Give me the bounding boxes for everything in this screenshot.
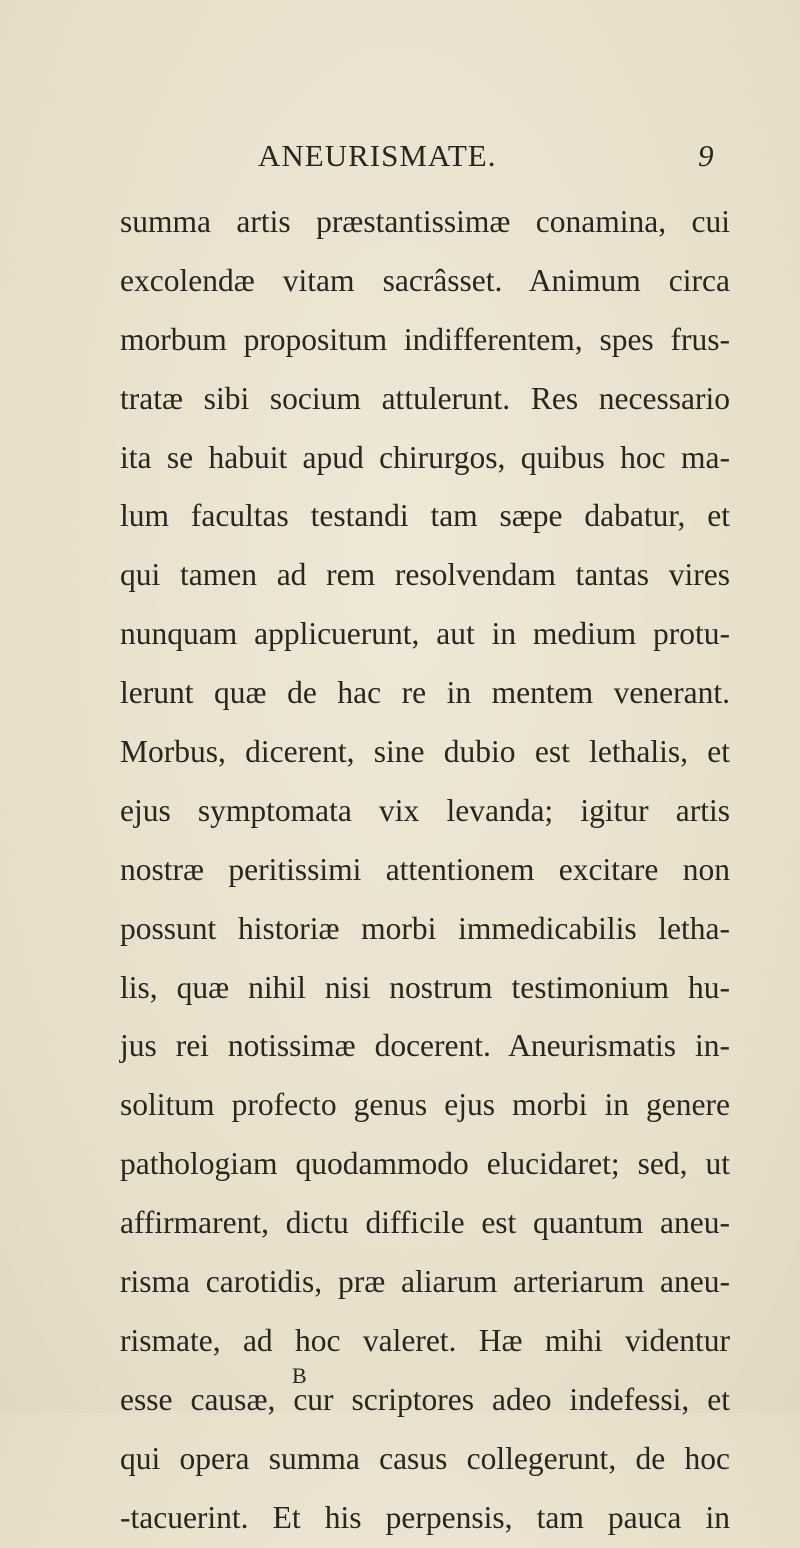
text-line: jus rei notissimæ docerent. Aneurismatis in- — [120, 1028, 730, 1064]
text-line: Morbus, dicerent, sine dubio est lethalis, et — [120, 734, 730, 770]
page-number: 9 — [698, 138, 714, 173]
text-line: lis, quæ nihil nisi nostrum testimonium hu- — [120, 969, 730, 1005]
text-line: tratæ sibi socium attulerunt. Res necessario — [120, 380, 730, 416]
body-text — [120, 193, 730, 1547]
text-line: rismate, ad hoc valeret. Hæ mihi videntur — [120, 1322, 730, 1358]
text-line: possunt historiæ morbi immedicabilis letha- — [120, 910, 730, 946]
text-line: affirmarent, dictu difficile est quantum aneu- — [120, 1205, 730, 1241]
text-line: ita se habuit apud chirurgos, quibus hoc ma- — [120, 439, 730, 475]
text-line: morbum propositum indifferentem, spes frus- — [120, 321, 730, 357]
text-line: lerunt quæ de hac re in mentem venerant. — [120, 675, 730, 711]
text-line: lum facultas testandi tam sæpe dabatur, et — [120, 498, 730, 534]
text-line: qui tamen ad rem resolvendam tantas vires — [120, 557, 730, 593]
text-line: nostræ peritissimi attentionem excitare non — [120, 851, 730, 887]
text-line: esse causæ, cur scriptores adeo indefessi, et — [120, 1381, 730, 1417]
text-line: excolendæ vitam sacrâsset. Animum circa — [120, 262, 730, 298]
text-line: risma carotidis, præ aliarum arteriarum aneu- — [120, 1264, 730, 1300]
running-head — [0, 136, 800, 176]
text-line: nunquam applicuerunt, aut in medium protu- — [120, 616, 730, 652]
text-line: summa artis præstantissimæ conamina, cui — [120, 204, 730, 239]
text-line: solitum profecto genus ejus morbi in genere — [120, 1087, 730, 1123]
text-line: qui opera summa casus collegerunt, de hoc — [120, 1440, 730, 1476]
text-line: ejus symptomata vix levanda; igitur artis — [120, 792, 730, 828]
signature-mark: B — [292, 1363, 307, 1388]
text-line: -tacuerint. Et his perpensis, tam pauca in — [120, 1499, 730, 1535]
text-line: pathologiam quodammodo elucidaret; sed, ut — [120, 1146, 730, 1182]
running-title: ANEURISMATE. — [258, 138, 497, 173]
